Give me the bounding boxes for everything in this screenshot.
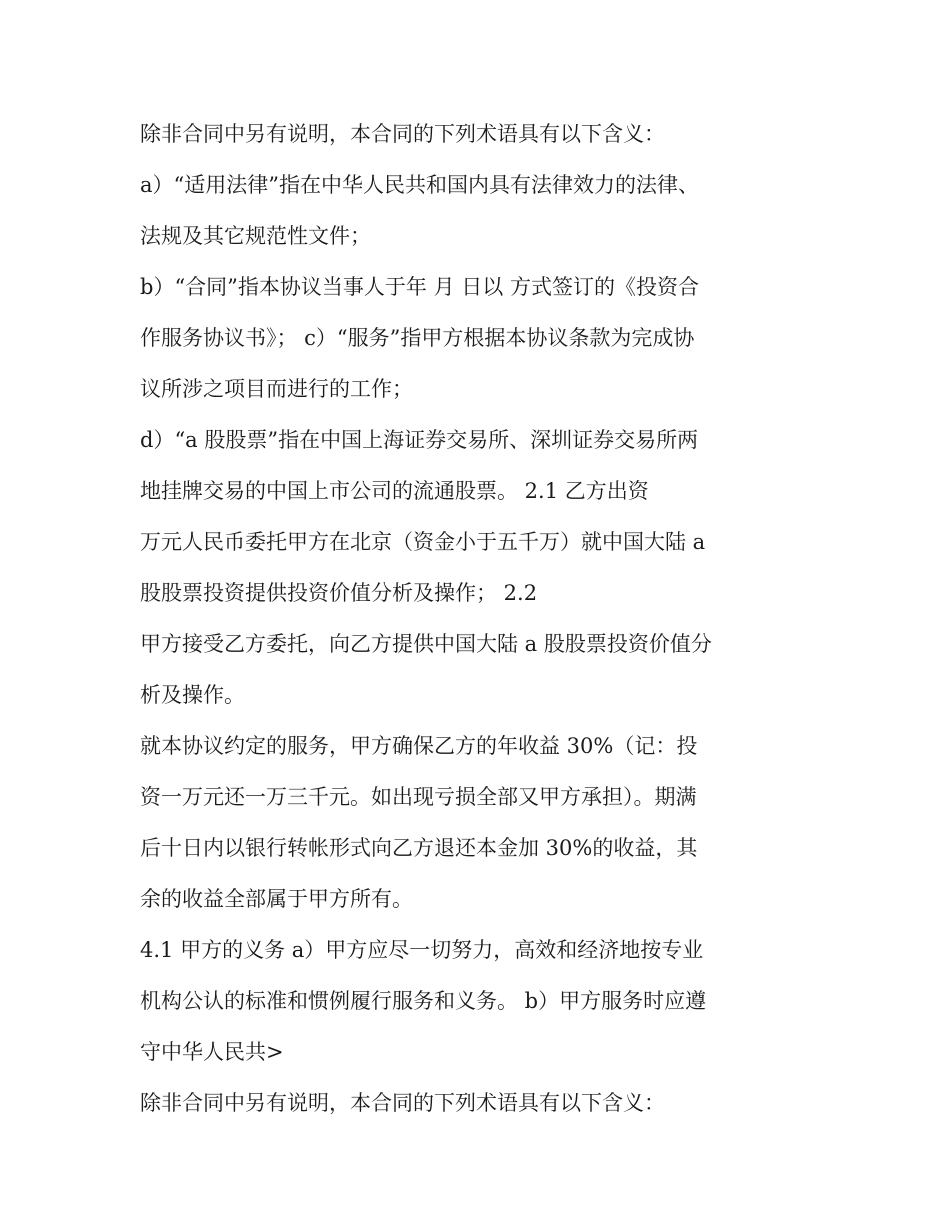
text-line: b）“合同”指本协议当事人于年 月 日以 方式签订的《投资合 bbox=[140, 275, 699, 299]
text-line: 守中华人民共> bbox=[140, 1040, 284, 1064]
text-line: 议所涉之项目而进行的工作； bbox=[140, 377, 413, 401]
text-line: 4.1 甲方的义务 a）甲方应尽一切努力，高效和经济地按专业 bbox=[140, 938, 704, 962]
text-line: 机构公认的标准和惯例履行服务和义务。 b）甲方服务时应遵 bbox=[140, 989, 707, 1013]
text-line: d）“a 股股票”指在中国上海证券交易所、深圳证券交易所两 bbox=[140, 428, 699, 452]
text-line: 作服务协议书》； c）“服务”指甲方根据本协议条款为完成协 bbox=[140, 326, 695, 350]
text-line: 就本协议约定的服务，甲方确保乙方的年收益 30%（记：投 bbox=[140, 734, 698, 758]
text-line: 法规及其它规范性文件； bbox=[140, 224, 371, 248]
text-line: 资一万元还一万三千元。如出现亏损全部又甲方承担）。期满 bbox=[140, 785, 697, 809]
text-line: 余的收益全部属于甲方所有。 bbox=[140, 887, 413, 911]
text-line: 万元人民币委托甲方在北京（资金小于五千万）就中国大陆 a bbox=[140, 530, 706, 554]
text-line: 地挂牌交易的中国上市公司的流通股票。 2.1 乙方出资 bbox=[140, 479, 649, 503]
document-body bbox=[140, 109, 830, 1129]
text-line: 除非合同中另有说明，本合同的下列术语具有以下含义： bbox=[140, 1091, 665, 1115]
text-line: 析及操作。 bbox=[140, 683, 245, 707]
text-line: 股股票投资提供投资价值分析及操作； 2.2 bbox=[140, 581, 538, 605]
text-line: 后十日内以银行转帐形式向乙方退还本金加 30%的收益，其 bbox=[140, 836, 698, 860]
text-line: 除非合同中另有说明，本合同的下列术语具有以下含义： bbox=[140, 122, 665, 146]
text-line: a）“适用法律”指在中华人民共和国内具有法律效力的法律、 bbox=[140, 173, 699, 197]
text-line: 甲方接受乙方委托，向乙方提供中国大陆 a 股股票投资价值分 bbox=[140, 632, 712, 656]
